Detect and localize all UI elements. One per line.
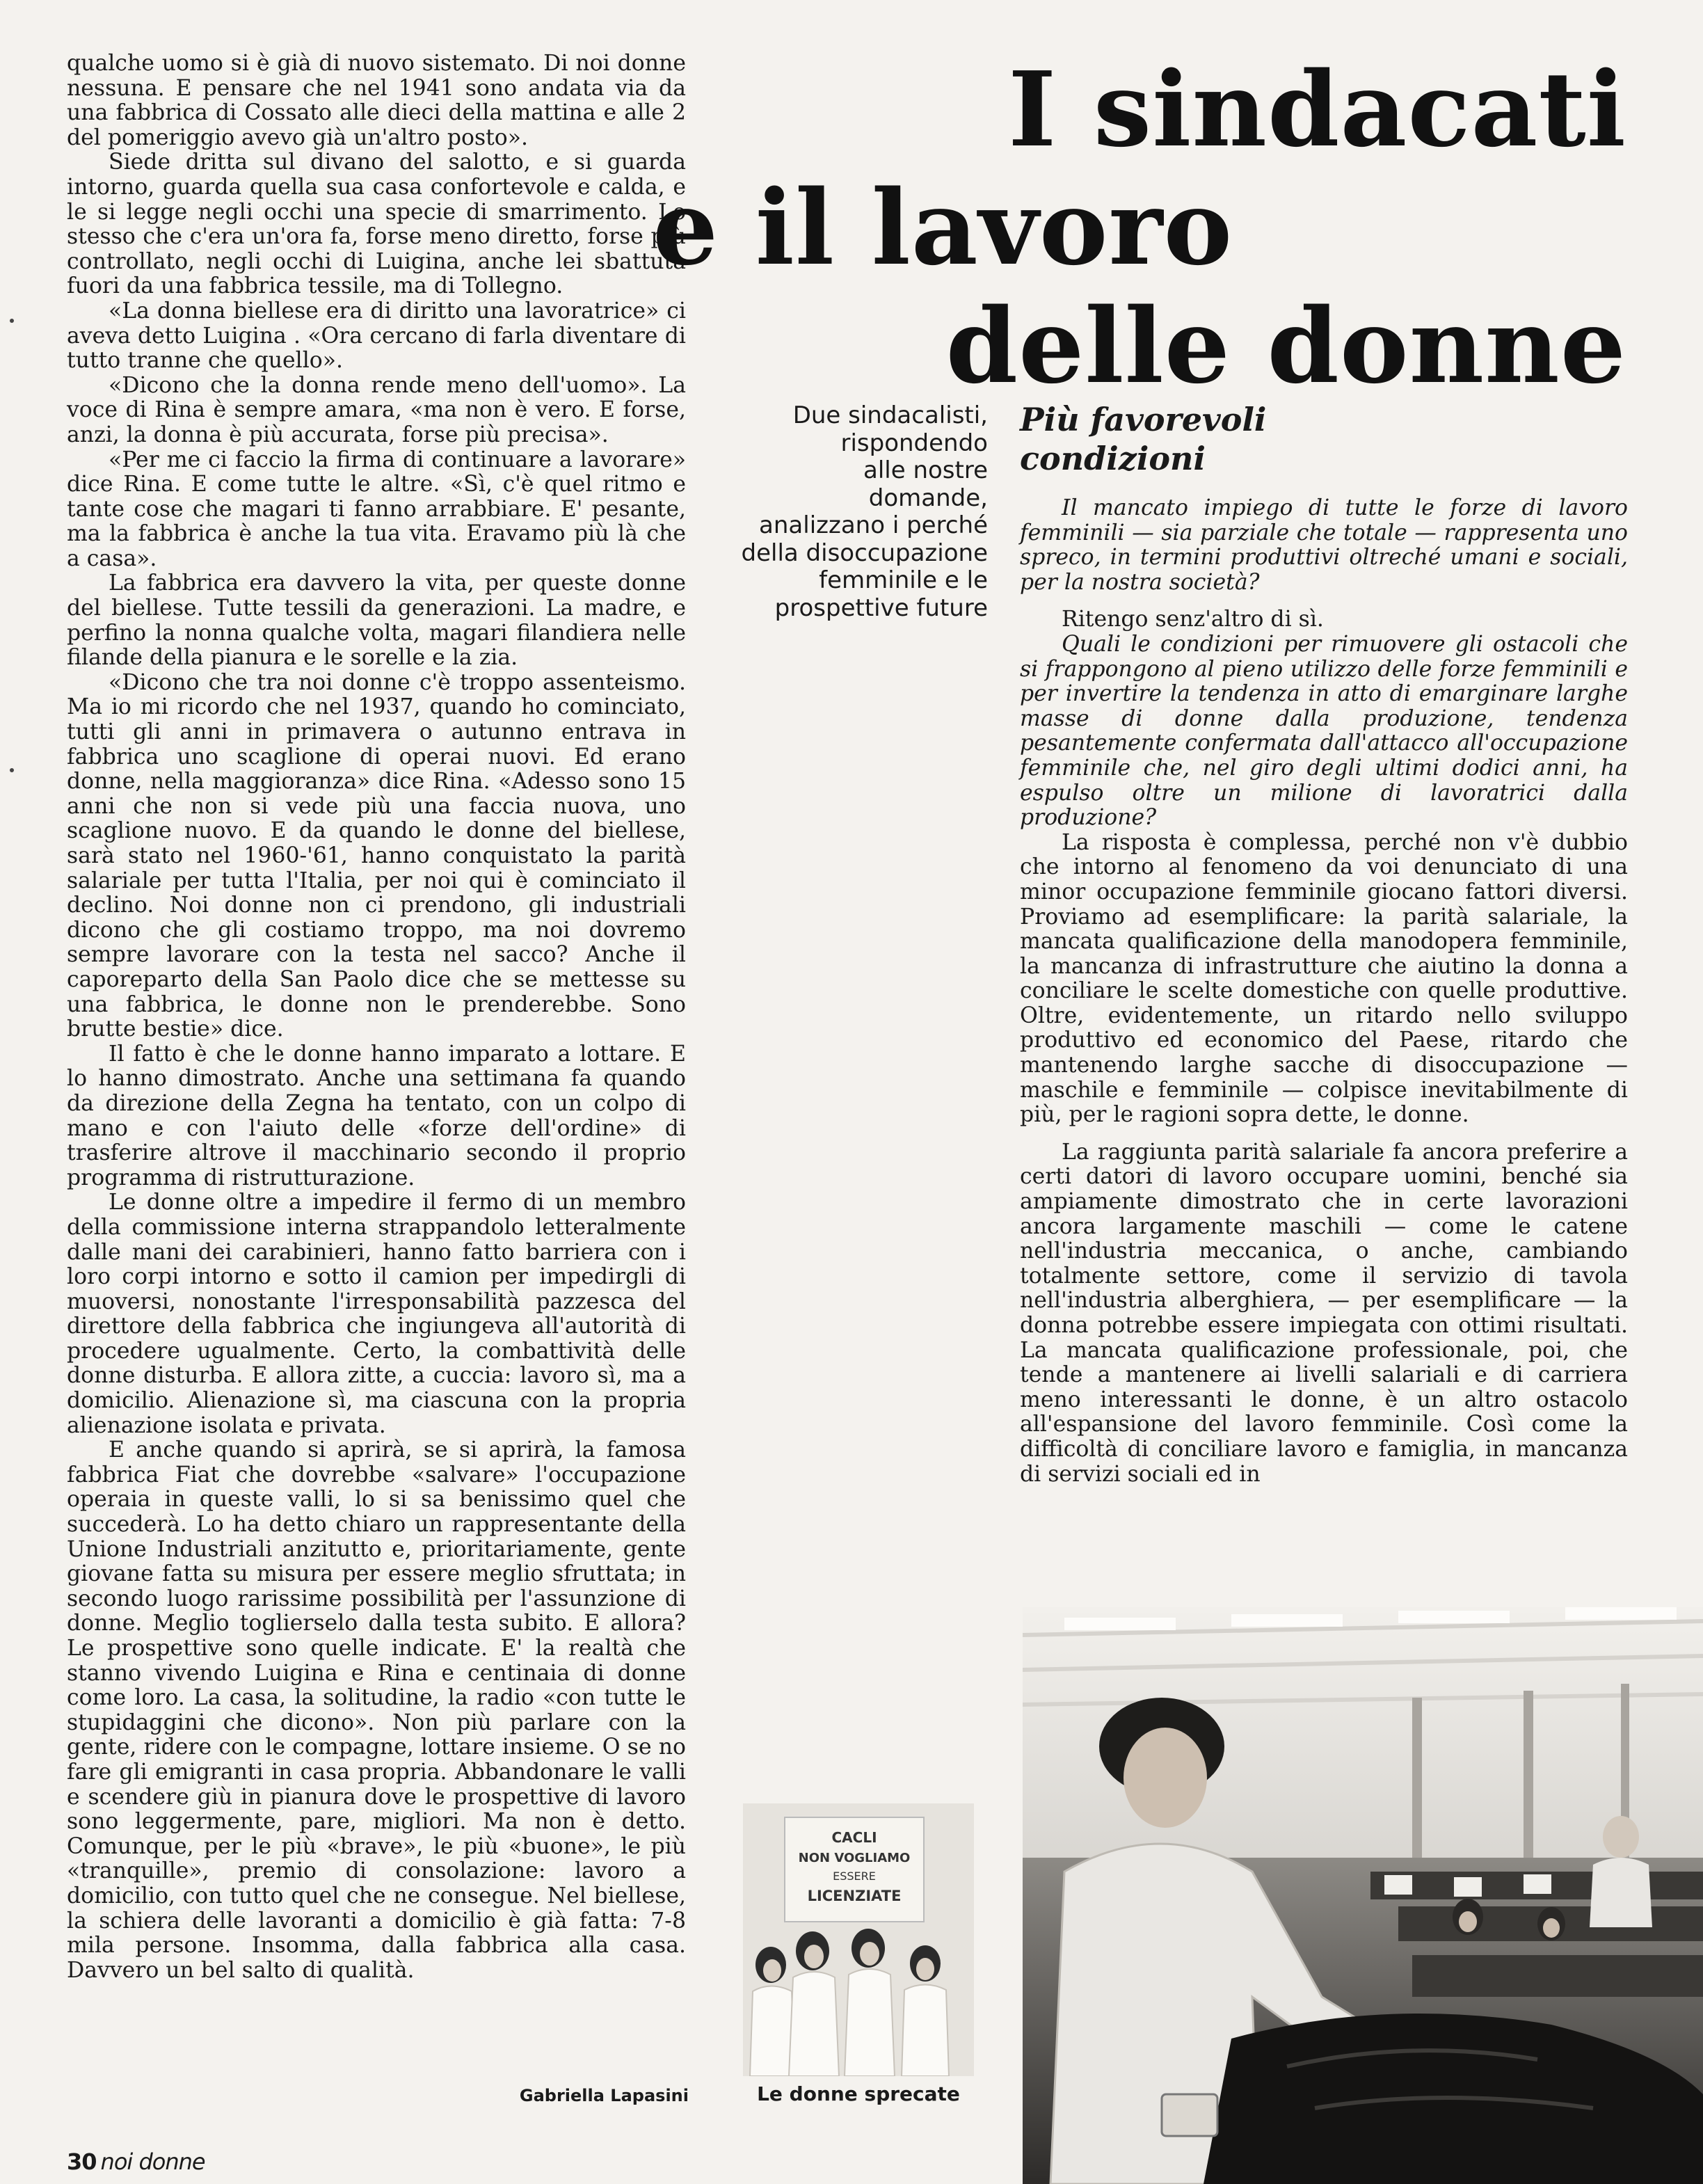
protest-photo xyxy=(743,1803,974,2076)
subtitle-line: femminile e le xyxy=(819,566,988,594)
title-line-2: e il lavoro xyxy=(653,167,1233,288)
factory-photo xyxy=(1023,1607,1703,2184)
interview-answer: La risposta è complessa, perché non v'è dubbio che intorno al fenomeno da voi denunciato di una minor occupazione femminile giocano fattori diversi. Proviamo ad esemplificare: la parità salariale, la mancata qualificazione della manodopera femminile, la mancanza di infrastrutture che aiutino la donna a conciliare le scelte domestiche con quelle produttive. Oltre, evidentemente, un ritardo nello sviluppo produttivo ed economico del Paese, ritardo che mantenendo larghe sacche di disoccupazione — maschile e femminile — colpisce inevitabilmente di più, per le ragioni sopra dette, le donne. xyxy=(1020,829,1628,1128)
page-footer xyxy=(67,2149,205,2175)
subtitle-line: analizzano i perché xyxy=(759,511,988,539)
left-column-text xyxy=(67,51,686,1983)
interview-answer: Ritengo senz'altro di sì. xyxy=(1062,607,1324,632)
paragraph: «Per me ci faccio la firma di continuare a lavorare» dice Rina. E come tutte le altre. «Sì, c'è quel ritmo e tante cose che magari ti fanno arrabbiare. E' pesante, ma la fabbrica è anche la tua vita. Eravamo più là che a casa». xyxy=(67,447,686,571)
sign-line-4: LICENZIATE xyxy=(807,1888,902,1904)
paragraph: Le donne oltre a impedire il fermo di un membro della commissione interna strappandolo letteralmente dalle mani dei carabinieri, hanno fatto barriera con i loro corpi intorno e sotto il camion per impedirgli di muoversi, nonostante l'irresponsabilità pazzesca del direttore della fabbrica che ingiungeva all'autorità di procedere ugualmente. Certo, la combattività delle donne disturba. E allora zitte, a cuccia: lavoro sì, ma a domicilio. Alienazione sì, ma ciascuna con la propria alienazione isolata e privata. xyxy=(67,1190,686,1438)
interview-question: Quali le condizioni per rimuovere gli ostacoli che si frappongono al pieno utilizzo delle forze femminili e per invertire la tendenza in atto di emarginare larghe masse di donne dalla produzione, tendenza pesantemente confermata dall'attacco all'occupazione femminile che, nel giro degli ultimi dodici anni, ha espulso oltre un milione di lavoratrici dalla produzione? xyxy=(1020,631,1628,831)
paragraph: La fabbrica era davvero la vita, per queste donne del biellese. Tutte tessili da generazioni. La madre, e perfino la nonna qualche volta, magari filandiera nelle filande della pianura e le sorelle e la zia. xyxy=(67,571,686,671)
subtitle-line: della disoccupazione xyxy=(741,539,988,567)
paragraph: E anche quando si aprirà, se si aprirà, la famosa fabbrica Fiat che dovrebbe «salvare» l'occupazione operaia in queste valli, lo si sa benissimo quel che succederà. Lo ha detto chiaro un rappresentante della Unione Industriali anzitutto e, prioritariamente, gente giovane fatta su misura per essere meglio sfruttata; in secondo luogo rarissime possibilità per l'assunzione di donne. Meglio toglierselo dalla testa subito. E allora? Le prospettive sono quelle indicate. E' la realtà che stanno vivendo Luigina e Rina e centinaia di donne come loro. La casa, la solitudine, la radio «con tutte le stupidaggini che dicono». Non più parlare con la gente, ridere con le compagne, lottare insieme. O se no fare gli emigranti in casa propria. Abbandonare le valli e scendere giù in pianura dove le prospettive di lavoro sono leggermente, pare, migliori. Ma non è detto. Comunque, per le più «brave», le più «buone», le più «tranquille», premio di consolazione: lavoro a domicilio, con tutto quel che ne consegue. Nel biellese, la schiera delle lavoranti a domicilio è già fatta: 7-8 mila persone. Insomma, dalla fabbrica alla casa. Davvero un bel salto di qualità. xyxy=(67,1437,686,1983)
paragraph: qualche uomo si è già di nuovo sistemato. Di noi donne nessuna. E pensare che nel 1941 sono andata via da una fabbrica di Cossato alle dieci della mattina e alle 2 del pomeriggio avevo già un'altro posto». xyxy=(67,51,686,150)
title-line-3: delle donne xyxy=(945,285,1626,406)
photo-caption: Le donne sprecate xyxy=(757,2082,960,2105)
subtitle-line: rispondendo xyxy=(840,429,988,457)
paragraph: Siede dritta sul divano del salotto, e si guarda intorno, guarda quella sua casa confortevole e calda, e le si legge negli occhi una specie di smarrimento. Lo stesso che c'era un'ora fa, forse meno diretto, forse più controllato, negli occhi di Luigina, anche lei sbattuta fuori da una fabbrica tessile, ma di Tollegno. xyxy=(67,150,686,299)
page-number: 30 xyxy=(67,2149,97,2175)
subtitle-line: alle nostre xyxy=(863,456,988,484)
paragraph: «Dicono che tra noi donne c'è troppo assenteismo. Ma io mi ricordo che nel 1937, quando ho cominciato, tutti gli anni in primavera o autunno entrava in fabbrica uno scaglione di operai nuovi. Ed erano donne, nella maggioranza» dice Rina. «Adesso sono 15 anni che non si vede più una faccia nuova, uno scaglione nuovo. E da quando le donne del biellese, sarà stato nel 1960-'61, hanno conquistato la parità salariale per tutta l'Italia, per noi qui è cominciato il declino. Noi donne non ci prendono, gli industriali dicono che gli costiamo troppo, ma noi dovremo sempre lavorare con la testa nel sacco? Anche il caporeparto della San Paolo dice che se mettesse su una fabbrica, le donne non le prenderebbe. Sono brutte bestie» dice. xyxy=(67,669,686,1042)
subtitle-line: domande, xyxy=(868,484,988,512)
section-heading xyxy=(1020,400,1628,478)
title-line-1: I sindacati xyxy=(1008,49,1626,170)
factory-photo-illustration xyxy=(1023,1607,1703,2184)
paragraph: Il fatto è che le donne hanno imparato a lottare. E lo hanno dimostrato. Anche una settimana fa quando da direzione della Zegna ha tentato, con un colpo di mano e con l'aiuto delle «forze dell'ordine» di trasferire altrove il macchinario secondo il proprio programma di ristrutturazione. xyxy=(67,1041,686,1190)
protest-photo-illustration xyxy=(743,1803,974,2076)
paragraph: «Dicono che la donna rende meno dell'uomo». La voce di Rina è sempre amara, «ma non è vero. E forse, anzi, la donna è più accurata, forse più precisa». xyxy=(67,372,686,447)
paragraph: «La donna biellese era di diritto una lavoratrice» ci aveva detto Luigina . «Ora cercano di farla diventare di tutto tranne che quello». xyxy=(67,298,686,374)
article-subtitle xyxy=(703,402,988,622)
author-signature: Gabriella Lapasini xyxy=(519,2086,689,2105)
subtitle-line: prospettive future xyxy=(774,593,988,622)
interview-question: Il mancato impiego di tutte le forze di lavoro femminili — sia parziale che totale — rappresenta uno spreco, in termini produttivi oltreché umani e sociali, per la nostra società? xyxy=(1020,495,1628,595)
magazine-name: noi donne xyxy=(100,2149,205,2175)
subtitle-line: Due sindacalisti, xyxy=(792,401,988,429)
right-column-text xyxy=(1020,400,1628,1487)
scan-mark xyxy=(10,319,14,323)
sign-line-3: ESSERE xyxy=(833,1870,876,1883)
heading-line: condizioni xyxy=(1020,440,1206,477)
heading-line: Più favorevoli xyxy=(1020,401,1267,438)
interview-answer: La raggiunta parità salariale fa ancora preferire a certi datori di lavoro occupare uomini, benché sia ampiamente dimostrato che in certe lavorazioni ancora largamente maschili — come le catene nell'industria meccanica, o anche, cambiando totalmente settore, come il servizio di tavola nell'industria alberghiera, — per esemplificare — la donna potrebbe essere impiegata con ottimi risultati. La mancata qualificazione professionale, poi, che tende a mantenere ai livelli salariali e di carriera meno interessanti le donne, è un altro ostacolo all'espansione del lavoro femminile. Così come la difficoltà di conciliare lavoro e famiglia, in mancanza di servizi sociali ed in xyxy=(1020,1139,1628,1487)
sign-line-2: NON VOGLIAMO xyxy=(798,1851,911,1865)
scan-mark xyxy=(10,768,14,772)
sign-line-1: CACLI xyxy=(831,1829,877,1846)
